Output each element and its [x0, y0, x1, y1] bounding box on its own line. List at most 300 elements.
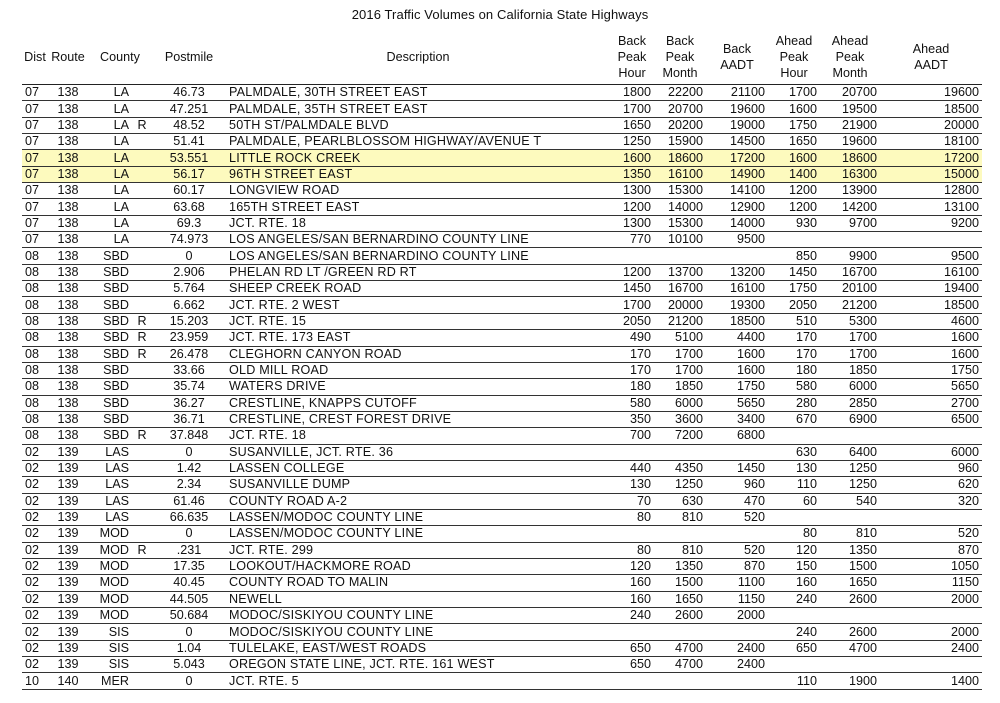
cell-realignment: R	[132, 117, 152, 133]
cell-postmile: 33.66	[152, 362, 226, 378]
cell-county: SBD	[88, 313, 132, 329]
cell-county: LA	[88, 199, 132, 215]
cell-realignment	[132, 166, 152, 182]
cell-ahead-peak-hour: 170	[768, 346, 820, 362]
cell-realignment	[132, 608, 152, 624]
cell-back-aadt: 4400	[706, 330, 768, 346]
cell-dist: 02	[22, 542, 48, 558]
cell-county: LA	[88, 232, 132, 248]
cell-ahead-aadt: 4600	[880, 313, 982, 329]
cell-route: 138	[48, 281, 88, 297]
cell-dist: 08	[22, 346, 48, 362]
cell-ahead-peak-month: 14200	[820, 199, 880, 215]
cell-dist: 08	[22, 264, 48, 280]
cell-postmile: 15.203	[152, 313, 226, 329]
cell-back-peak-month: 810	[654, 542, 706, 558]
cell-postmile: 44.505	[152, 591, 226, 607]
cell-route: 138	[48, 85, 88, 101]
cell-route: 138	[48, 101, 88, 117]
cell-dist: 08	[22, 411, 48, 427]
table-row	[22, 199, 982, 215]
cell-ahead-aadt	[880, 608, 982, 624]
table-row	[22, 624, 982, 640]
cell-ahead-peak-month: 18600	[820, 150, 880, 166]
table-row	[22, 411, 982, 427]
cell-back-aadt: 470	[706, 493, 768, 509]
cell-dist: 07	[22, 150, 48, 166]
cell-route: 138	[48, 411, 88, 427]
cell-postmile: 23.959	[152, 330, 226, 346]
cell-county: SIS	[88, 640, 132, 656]
cell-description: MODOC/SISKIYOU COUNTY LINE	[226, 624, 610, 640]
cell-back-peak-hour: 80	[610, 542, 654, 558]
cell-ahead-aadt	[880, 509, 982, 525]
cell-county: LA	[88, 150, 132, 166]
cell-dist: 07	[22, 183, 48, 199]
cell-realignment	[132, 509, 152, 525]
table-row	[22, 558, 982, 574]
cell-ahead-peak-hour: 1600	[768, 101, 820, 117]
header-ahead-aadt: Ahead AADT	[880, 31, 982, 85]
cell-ahead-aadt: 1050	[880, 558, 982, 574]
cell-dist: 10	[22, 673, 48, 689]
cell-route: 138	[48, 428, 88, 444]
cell-back-aadt	[706, 624, 768, 640]
cell-ahead-aadt: 1600	[880, 330, 982, 346]
cell-route: 138	[48, 379, 88, 395]
cell-route: 138	[48, 297, 88, 313]
cell-dist: 02	[22, 477, 48, 493]
cell-realignment	[132, 215, 152, 231]
cell-ahead-peak-month: 6400	[820, 444, 880, 460]
cell-realignment	[132, 477, 152, 493]
cell-postmile: 61.46	[152, 493, 226, 509]
cell-back-peak-hour: 770	[610, 232, 654, 248]
header-ahead-peak-month: Ahead Peak Month	[820, 31, 880, 85]
table-row	[22, 673, 982, 689]
cell-back-peak-hour: 650	[610, 657, 654, 673]
cell-route: 139	[48, 591, 88, 607]
cell-ahead-peak-month: 810	[820, 526, 880, 542]
cell-back-aadt: 870	[706, 558, 768, 574]
cell-postmile: 0	[152, 248, 226, 264]
cell-back-peak-month: 1850	[654, 379, 706, 395]
cell-back-peak-month: 810	[654, 509, 706, 525]
cell-route: 140	[48, 673, 88, 689]
cell-ahead-peak-hour: 1400	[768, 166, 820, 182]
cell-back-peak-hour: 240	[610, 608, 654, 624]
cell-ahead-peak-hour: 1600	[768, 150, 820, 166]
cell-dist: 08	[22, 248, 48, 264]
cell-county: SBD	[88, 428, 132, 444]
cell-ahead-peak-hour: 580	[768, 379, 820, 395]
cell-description: CRESTLINE, CREST FOREST DRIVE	[226, 411, 610, 427]
cell-route: 138	[48, 395, 88, 411]
cell-ahead-aadt: 520	[880, 526, 982, 542]
cell-ahead-aadt: 2400	[880, 640, 982, 656]
cell-back-peak-hour: 1200	[610, 264, 654, 280]
cell-ahead-aadt: 1150	[880, 575, 982, 591]
cell-back-peak-hour: 160	[610, 575, 654, 591]
cell-realignment	[132, 232, 152, 248]
cell-back-peak-month: 22200	[654, 85, 706, 101]
cell-back-peak-hour: 1200	[610, 199, 654, 215]
cell-route: 139	[48, 509, 88, 525]
cell-county: LA	[88, 85, 132, 101]
cell-ahead-peak-hour: 170	[768, 330, 820, 346]
cell-ahead-peak-hour: 510	[768, 313, 820, 329]
header-route: Route	[48, 31, 88, 85]
cell-county: LA	[88, 215, 132, 231]
cell-dist: 02	[22, 444, 48, 460]
cell-back-peak-hour: 80	[610, 509, 654, 525]
cell-description: TULELAKE, EAST/WEST ROADS	[226, 640, 610, 656]
cell-ahead-aadt: 18100	[880, 134, 982, 150]
cell-county: MOD	[88, 608, 132, 624]
cell-description: CRESTLINE, KNAPPS CUTOFF	[226, 395, 610, 411]
header-back-peak-hour: Back Peak Hour	[610, 31, 654, 85]
cell-back-peak-hour: 170	[610, 346, 654, 362]
cell-realignment	[132, 575, 152, 591]
document-title: 2016 Traffic Volumes on California State Highways	[351, 7, 649, 22]
cell-back-aadt	[706, 248, 768, 264]
cell-realignment	[132, 591, 152, 607]
cell-ahead-peak-month: 1500	[820, 558, 880, 574]
cell-route: 139	[48, 657, 88, 673]
cell-dist: 07	[22, 215, 48, 231]
cell-postmile: 0	[152, 444, 226, 460]
cell-postmile: 69.3	[152, 215, 226, 231]
cell-back-peak-month	[654, 624, 706, 640]
cell-ahead-peak-hour: 130	[768, 460, 820, 476]
cell-ahead-peak-month: 2600	[820, 624, 880, 640]
cell-description: JCT. RTE. 18	[226, 428, 610, 444]
cell-back-peak-hour: 130	[610, 477, 654, 493]
cell-back-peak-hour: 70	[610, 493, 654, 509]
cell-ahead-peak-month: 13900	[820, 183, 880, 199]
cell-back-peak-hour: 490	[610, 330, 654, 346]
table-row	[22, 575, 982, 591]
cell-realignment: R	[132, 313, 152, 329]
cell-back-peak-month: 21200	[654, 313, 706, 329]
cell-postmile: 26.478	[152, 346, 226, 362]
cell-ahead-aadt: 20000	[880, 117, 982, 133]
cell-description: 50TH ST/PALMDALE BLVD	[226, 117, 610, 133]
cell-ahead-aadt: 16100	[880, 264, 982, 280]
cell-postmile: 2.34	[152, 477, 226, 493]
cell-dist: 08	[22, 379, 48, 395]
table-row	[22, 297, 982, 313]
cell-description: PHELAN RD LT /GREEN RD RT	[226, 264, 610, 280]
cell-ahead-peak-hour: 2050	[768, 297, 820, 313]
cell-back-peak-month: 7200	[654, 428, 706, 444]
cell-postmile: .231	[152, 542, 226, 558]
cell-route: 139	[48, 526, 88, 542]
cell-back-peak-month: 13700	[654, 264, 706, 280]
cell-ahead-aadt: 19400	[880, 281, 982, 297]
cell-ahead-peak-hour: 1650	[768, 134, 820, 150]
cell-description: SUSANVILLE DUMP	[226, 477, 610, 493]
cell-route: 138	[48, 117, 88, 133]
cell-county: LA	[88, 117, 132, 133]
cell-ahead-peak-month: 1350	[820, 542, 880, 558]
cell-back-aadt: 3400	[706, 411, 768, 427]
cell-postmile: 74.973	[152, 232, 226, 248]
cell-ahead-peak-hour: 1700	[768, 85, 820, 101]
cell-ahead-aadt: 2700	[880, 395, 982, 411]
cell-dist: 07	[22, 85, 48, 101]
cell-ahead-peak-hour: 120	[768, 542, 820, 558]
cell-county: MOD	[88, 575, 132, 591]
cell-dist: 02	[22, 509, 48, 525]
cell-back-aadt: 1600	[706, 346, 768, 362]
cell-county: MOD	[88, 526, 132, 542]
cell-dist: 08	[22, 428, 48, 444]
cell-ahead-aadt: 6500	[880, 411, 982, 427]
table-row	[22, 657, 982, 673]
cell-ahead-peak-month: 20100	[820, 281, 880, 297]
cell-back-aadt: 520	[706, 509, 768, 525]
cell-description: LOOKOUT/HACKMORE ROAD	[226, 558, 610, 574]
cell-dist: 02	[22, 640, 48, 656]
cell-dist: 02	[22, 558, 48, 574]
cell-back-peak-month: 3600	[654, 411, 706, 427]
cell-realignment	[132, 362, 152, 378]
cell-county: MOD	[88, 591, 132, 607]
cell-county: LAS	[88, 509, 132, 525]
cell-route: 138	[48, 346, 88, 362]
cell-back-peak-month: 6000	[654, 395, 706, 411]
cell-ahead-peak-month: 1900	[820, 673, 880, 689]
cell-route: 138	[48, 362, 88, 378]
cell-ahead-aadt: 1750	[880, 362, 982, 378]
cell-ahead-peak-hour: 60	[768, 493, 820, 509]
cell-dist: 02	[22, 591, 48, 607]
cell-realignment: R	[132, 330, 152, 346]
cell-route: 139	[48, 444, 88, 460]
cell-ahead-peak-hour: 850	[768, 248, 820, 264]
cell-route: 139	[48, 575, 88, 591]
cell-ahead-peak-month: 21200	[820, 297, 880, 313]
cell-route: 139	[48, 558, 88, 574]
table-row	[22, 330, 982, 346]
cell-county: SBD	[88, 379, 132, 395]
cell-ahead-aadt	[880, 657, 982, 673]
cell-route: 139	[48, 477, 88, 493]
table-row	[22, 542, 982, 558]
cell-route: 138	[48, 313, 88, 329]
table-row	[22, 346, 982, 362]
cell-ahead-peak-hour: 1200	[768, 199, 820, 215]
cell-ahead-peak-month: 2600	[820, 591, 880, 607]
cell-back-peak-month: 20700	[654, 101, 706, 117]
table-row	[22, 101, 982, 117]
cell-back-aadt: 6800	[706, 428, 768, 444]
cell-ahead-aadt: 960	[880, 460, 982, 476]
cell-ahead-peak-month: 5300	[820, 313, 880, 329]
cell-dist: 02	[22, 526, 48, 542]
cell-ahead-aadt: 9200	[880, 215, 982, 231]
cell-dist: 08	[22, 281, 48, 297]
cell-ahead-peak-hour: 1200	[768, 183, 820, 199]
cell-back-peak-month: 15300	[654, 215, 706, 231]
cell-back-peak-hour: 580	[610, 395, 654, 411]
cell-back-peak-hour: 1700	[610, 297, 654, 313]
cell-description: LONGVIEW ROAD	[226, 183, 610, 199]
cell-description: PALMDALE, 35TH STREET EAST	[226, 101, 610, 117]
cell-back-aadt: 14000	[706, 215, 768, 231]
cell-ahead-peak-hour: 1750	[768, 117, 820, 133]
table-row	[22, 117, 982, 133]
cell-back-peak-month: 18600	[654, 150, 706, 166]
cell-back-aadt: 2400	[706, 640, 768, 656]
cell-ahead-peak-month: 540	[820, 493, 880, 509]
cell-route: 139	[48, 542, 88, 558]
cell-postmile: 5.764	[152, 281, 226, 297]
cell-route: 138	[48, 232, 88, 248]
cell-realignment	[132, 264, 152, 280]
cell-county: SIS	[88, 657, 132, 673]
cell-dist: 02	[22, 575, 48, 591]
cell-ahead-peak-month: 19600	[820, 134, 880, 150]
cell-ahead-aadt: 18500	[880, 101, 982, 117]
cell-back-peak-hour: 1450	[610, 281, 654, 297]
table-row	[22, 232, 982, 248]
cell-realignment	[132, 281, 152, 297]
cell-back-aadt: 14100	[706, 183, 768, 199]
cell-ahead-peak-month	[820, 657, 880, 673]
cell-back-peak-hour	[610, 624, 654, 640]
cell-ahead-peak-hour: 1450	[768, 264, 820, 280]
cell-ahead-aadt: 2000	[880, 624, 982, 640]
cell-back-aadt: 12900	[706, 199, 768, 215]
cell-ahead-aadt: 17200	[880, 150, 982, 166]
cell-back-aadt: 520	[706, 542, 768, 558]
cell-dist: 08	[22, 297, 48, 313]
cell-dist: 07	[22, 134, 48, 150]
cell-back-aadt	[706, 673, 768, 689]
cell-ahead-aadt: 6000	[880, 444, 982, 460]
cell-realignment	[132, 248, 152, 264]
cell-back-peak-hour	[610, 673, 654, 689]
cell-back-peak-hour	[610, 248, 654, 264]
header-back-peak-month: Back Peak Month	[654, 31, 706, 85]
table-row	[22, 477, 982, 493]
cell-route: 138	[48, 183, 88, 199]
cell-realignment	[132, 411, 152, 427]
cell-back-aadt: 960	[706, 477, 768, 493]
cell-description: JCT. RTE. 173 EAST	[226, 330, 610, 346]
cell-ahead-aadt: 870	[880, 542, 982, 558]
cell-county: LAS	[88, 444, 132, 460]
cell-realignment	[132, 558, 152, 574]
cell-ahead-peak-month	[820, 608, 880, 624]
cell-realignment	[132, 673, 152, 689]
cell-realignment	[132, 297, 152, 313]
cell-back-peak-month: 16700	[654, 281, 706, 297]
cell-county: LA	[88, 183, 132, 199]
cell-description: LOS ANGELES/SAN BERNARDINO COUNTY LINE	[226, 232, 610, 248]
header-back-aadt: Back AADT	[706, 31, 768, 85]
cell-postmile: 56.17	[152, 166, 226, 182]
cell-realignment	[132, 85, 152, 101]
cell-back-peak-month: 16100	[654, 166, 706, 182]
cell-ahead-peak-month: 21900	[820, 117, 880, 133]
cell-ahead-aadt: 320	[880, 493, 982, 509]
cell-back-aadt: 1450	[706, 460, 768, 476]
cell-back-peak-month: 10100	[654, 232, 706, 248]
cell-back-aadt: 1600	[706, 362, 768, 378]
cell-ahead-peak-month: 16700	[820, 264, 880, 280]
cell-realignment	[132, 460, 152, 476]
cell-county: LAS	[88, 460, 132, 476]
cell-ahead-peak-month: 6900	[820, 411, 880, 427]
cell-description: MODOC/SISKIYOU COUNTY LINE	[226, 608, 610, 624]
traffic-volumes-table	[22, 31, 982, 690]
cell-back-peak-month: 15900	[654, 134, 706, 150]
cell-description: LASSEN/MODOC COUNTY LINE	[226, 526, 610, 542]
header-postmile: Postmile	[152, 31, 226, 85]
header-county: County	[88, 31, 152, 85]
cell-county: MOD	[88, 558, 132, 574]
cell-postmile: 63.68	[152, 199, 226, 215]
cell-back-peak-month: 20000	[654, 297, 706, 313]
cell-postmile: 17.35	[152, 558, 226, 574]
cell-ahead-peak-month: 1250	[820, 460, 880, 476]
cell-back-aadt: 9500	[706, 232, 768, 248]
cell-ahead-peak-hour: 240	[768, 591, 820, 607]
cell-county: SIS	[88, 624, 132, 640]
cell-county: SBD	[88, 330, 132, 346]
cell-route: 139	[48, 608, 88, 624]
cell-description: LASSEN COLLEGE	[226, 460, 610, 476]
cell-back-peak-month: 15300	[654, 183, 706, 199]
cell-ahead-peak-hour	[768, 428, 820, 444]
cell-description: 165TH STREET EAST	[226, 199, 610, 215]
cell-realignment	[132, 624, 152, 640]
cell-realignment: R	[132, 346, 152, 362]
cell-description: JCT. RTE. 2 WEST	[226, 297, 610, 313]
cell-ahead-peak-month: 1650	[820, 575, 880, 591]
cell-back-aadt: 16100	[706, 281, 768, 297]
table-row	[22, 150, 982, 166]
cell-ahead-peak-hour	[768, 657, 820, 673]
cell-dist: 07	[22, 101, 48, 117]
table-row	[22, 313, 982, 329]
table-row	[22, 281, 982, 297]
cell-postmile: 36.27	[152, 395, 226, 411]
cell-back-peak-month: 4700	[654, 640, 706, 656]
cell-back-aadt: 14900	[706, 166, 768, 182]
cell-postmile: 51.41	[152, 134, 226, 150]
cell-back-aadt: 1100	[706, 575, 768, 591]
cell-route: 139	[48, 624, 88, 640]
cell-postmile: 48.52	[152, 117, 226, 133]
cell-back-peak-hour: 1300	[610, 183, 654, 199]
cell-route: 138	[48, 264, 88, 280]
cell-ahead-peak-month: 1850	[820, 362, 880, 378]
cell-postmile: 37.848	[152, 428, 226, 444]
cell-ahead-peak-hour	[768, 608, 820, 624]
cell-postmile: 66.635	[152, 509, 226, 525]
cell-back-aadt: 2000	[706, 608, 768, 624]
cell-back-aadt	[706, 444, 768, 460]
cell-back-aadt: 13200	[706, 264, 768, 280]
cell-description: 96TH STREET EAST	[226, 166, 610, 182]
cell-county: SBD	[88, 264, 132, 280]
cell-ahead-peak-hour	[768, 232, 820, 248]
cell-dist: 08	[22, 313, 48, 329]
